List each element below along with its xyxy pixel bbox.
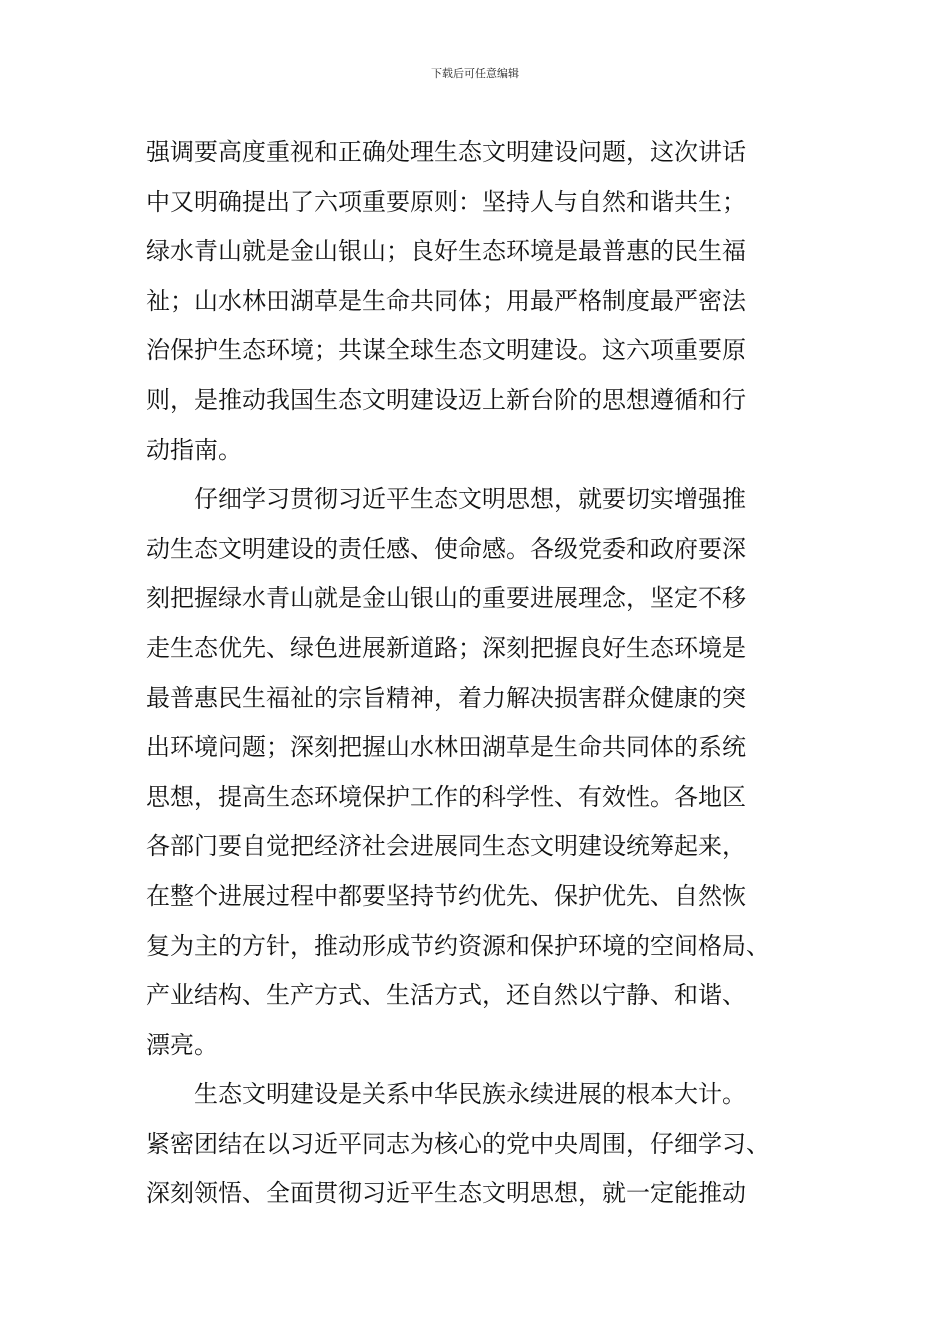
- text-line: 治保护生态环境；共谋全球生态文明建设。这六项重要原: [146, 336, 746, 365]
- text-line: 出环境问题；深刻把握山水林田湖草是生命共同体的系统: [146, 733, 746, 762]
- text-line: 强调要高度重视和正确处理生态文明建设问题，这次讲话: [146, 138, 746, 166]
- text-line: 在整个进展过程中都要坚持节约优先、保护优先、自然恢: [146, 881, 746, 910]
- text-line: 深刻领悟、全面贯彻习近平生态文明思想，就一定能推动: [146, 1179, 746, 1208]
- text-line: 绿水青山就是金山银山；良好生态环境是最普惠的民生福: [146, 237, 746, 266]
- text-line: 紧密团结在以习近平同志为核心的党中央周围，仔细学习、: [146, 1129, 770, 1158]
- text-line: 仔细学习贯彻习近平生态文明思想，就要切实增强推: [194, 485, 746, 514]
- text-line: 走生态优先、绿色进展新道路；深刻把握良好生态环境是: [146, 633, 746, 662]
- page-header: 下载后可任意编辑: [431, 67, 519, 80]
- text-line: 思想，提高生态环境保护工作的科学性、有效性。各地区: [146, 782, 746, 811]
- text-line: 中又明确提出了六项重要原则：坚持人与自然和谐共生；: [146, 187, 746, 216]
- text-line: 产业结构、生产方式、生活方式，还自然以宁静、和谐、: [146, 981, 746, 1010]
- text-line: 动指南。: [146, 435, 242, 464]
- text-line: 刻把握绿水青山就是金山银山的重要进展理念，坚定不移: [146, 584, 746, 613]
- text-line: 复为主的方针，推动形成节约资源和保护环境的空间格局、: [146, 931, 770, 960]
- text-line: 漂亮。: [146, 1030, 218, 1059]
- text-line: 动生态文明建设的责任感、使命感。各级党委和政府要深: [146, 534, 746, 563]
- document-body: [146, 128, 806, 1219]
- text-line: 祉；山水林田湖草是生命共同体；用最严格制度最严密法: [146, 286, 746, 315]
- text-line: 则，是推动我国生态文明建设迈上新台阶的思想遵循和行: [146, 385, 746, 414]
- text-line: 生态文明建设是关系中华民族永续进展的根本大计。: [194, 1080, 746, 1109]
- text-line: 最普惠民生福祉的宗旨精神，着力解决损害群众健康的突: [146, 683, 746, 712]
- text-line: 各部门要自觉把经济社会进展同生态文明建设统筹起来，: [146, 832, 746, 861]
